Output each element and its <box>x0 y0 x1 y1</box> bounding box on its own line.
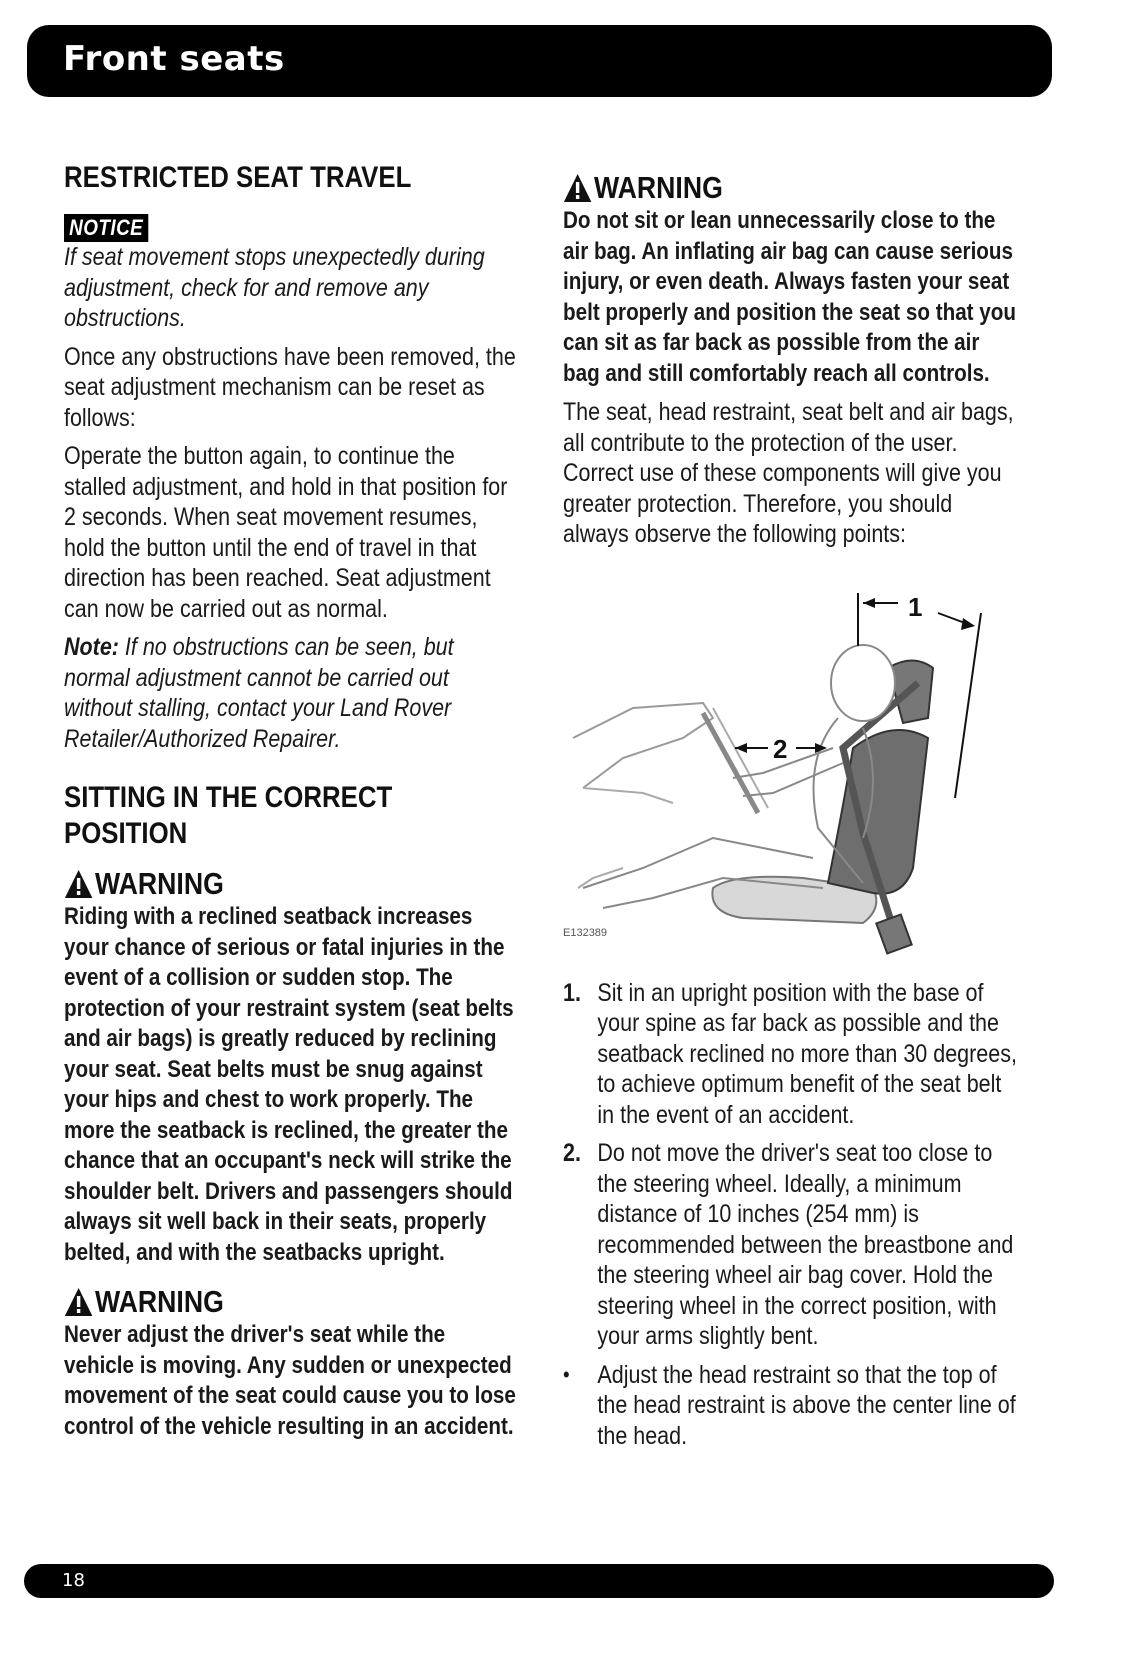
note-text: If no obstructions can be seen, but normal adjustment cannot be carried out without stalling, contact your Land Rover Retailer/Authorized Repairer. <box>64 633 454 753</box>
warning-text-2: Never adjust the driver's seat while the vehicle is moving. Any sudden or unexpected movement of the seat could cause you to lose control of the vehicle resulting in an accident. <box>64 1321 516 1440</box>
list-item <box>563 1360 1017 1452</box>
dimension-label-2: 2 <box>773 733 788 764</box>
left-column-content <box>64 160 518 1442</box>
note-label: Note: <box>64 633 119 661</box>
seating-points-list <box>563 978 1017 1452</box>
list-item-text: Adjust the head restraint so that the top of the head restraint is above the center line of the head. <box>597 1360 1016 1450</box>
warning-triangle-icon <box>64 869 93 899</box>
operate-button-paragraph: Operate the button again, to continue the stalled adjustment, and hold in that position for 2 seconds. When seat movement resumes, hold the button until the end of travel in that direction has been reached. Seat adjustment can now be carried out as normal. <box>64 442 508 623</box>
list-item-text: Sit in an upright position with the base of your spine as far back as possible and the seatback reclined no more than 30 degrees, to achieve optimum benefit of the seat belt in the event of an accident. <box>597 978 1017 1129</box>
notice-text: If seat movement stops unexpectedly during adjustment, check for and remove any obstructions. <box>64 243 485 332</box>
protection-intro-paragraph: The seat, head restraint, seat belt and air bags, all contribute to the protection of the user. Correct use of these components will give you greater protection. Therefore, you should always observe the following points: <box>563 398 1014 548</box>
list-bullet: • <box>563 1361 570 1387</box>
warning-label-1: WARNING <box>94 866 224 901</box>
dimension-label-1: 1 <box>908 591 923 622</box>
list-item <box>563 1138 1017 1352</box>
right-column-content <box>563 170 1017 550</box>
sitting-position-heading: SITTING IN THE CORRECT POSITION <box>64 781 393 850</box>
footer-bar <box>24 1564 1054 1598</box>
list-item <box>563 978 1017 1131</box>
right-column-list <box>563 978 1017 1452</box>
page-title: Front seats <box>63 39 285 79</box>
seating-diagram-illustration <box>563 588 1018 966</box>
notice-badge: NOTICE <box>64 214 148 242</box>
header-bar <box>27 25 1052 97</box>
page-number: 18 <box>62 1570 85 1591</box>
warning-text-3: Do not sit or lean unnecessarily close to the air bag. An inflating air bag can cause serious injury, or even death. Always fasten your seat belt properly and position the seat so that you can sit as far back as possible from the air bag and still comfortably reach all controls. <box>563 207 1016 387</box>
warning-text-1: Riding with a reclined seatback increases your chance of serious or fatal injuries in the event of a collision or sudden stop. The protection of your restraint system (seat belts and air bags) is greatly reduced by reclining your seat. Seat belts must be snug against your hips and chest to work properly. The more the seatback is reclined, the greater the chance that an occupant's neck will strike the shoulder belt. Drivers and passengers should always sit well back in their seats, properly belted, and with the seatbacks upright. <box>64 903 514 1266</box>
warning-header-3 <box>563 170 1017 206</box>
warning-label-2: WARNING <box>94 1284 224 1319</box>
list-marker: 1. <box>563 978 581 1007</box>
warning-header-2 <box>64 1284 518 1320</box>
warning-header-1 <box>64 866 518 902</box>
left-column <box>64 160 519 1442</box>
list-marker: 2. <box>563 1139 581 1167</box>
warning-triangle-icon <box>64 1287 93 1317</box>
warning-label-3: WARNING <box>593 170 723 205</box>
warning-triangle-icon <box>563 173 592 203</box>
list-item-text: Do not move the driver's seat too close to the steering wheel. Ideally, a minimum distance of 10 inches (254 mm) is recommended between the breastbone and the steering wheel air bag cover. Hold the steering wheel in the correct position, with your arms slightly bent. <box>597 1139 1014 1350</box>
seating-position-figure <box>563 588 1018 966</box>
restricted-seat-travel-heading: RESTRICTED SEAT TRAVEL <box>64 161 412 194</box>
note-paragraph <box>64 632 518 754</box>
figure-code: E132389 <box>563 926 608 939</box>
right-column <box>563 170 1018 1459</box>
obstructions-paragraph: Once any obstructions have been removed, the seat adjustment mechanism can be reset as follows: <box>64 342 516 432</box>
